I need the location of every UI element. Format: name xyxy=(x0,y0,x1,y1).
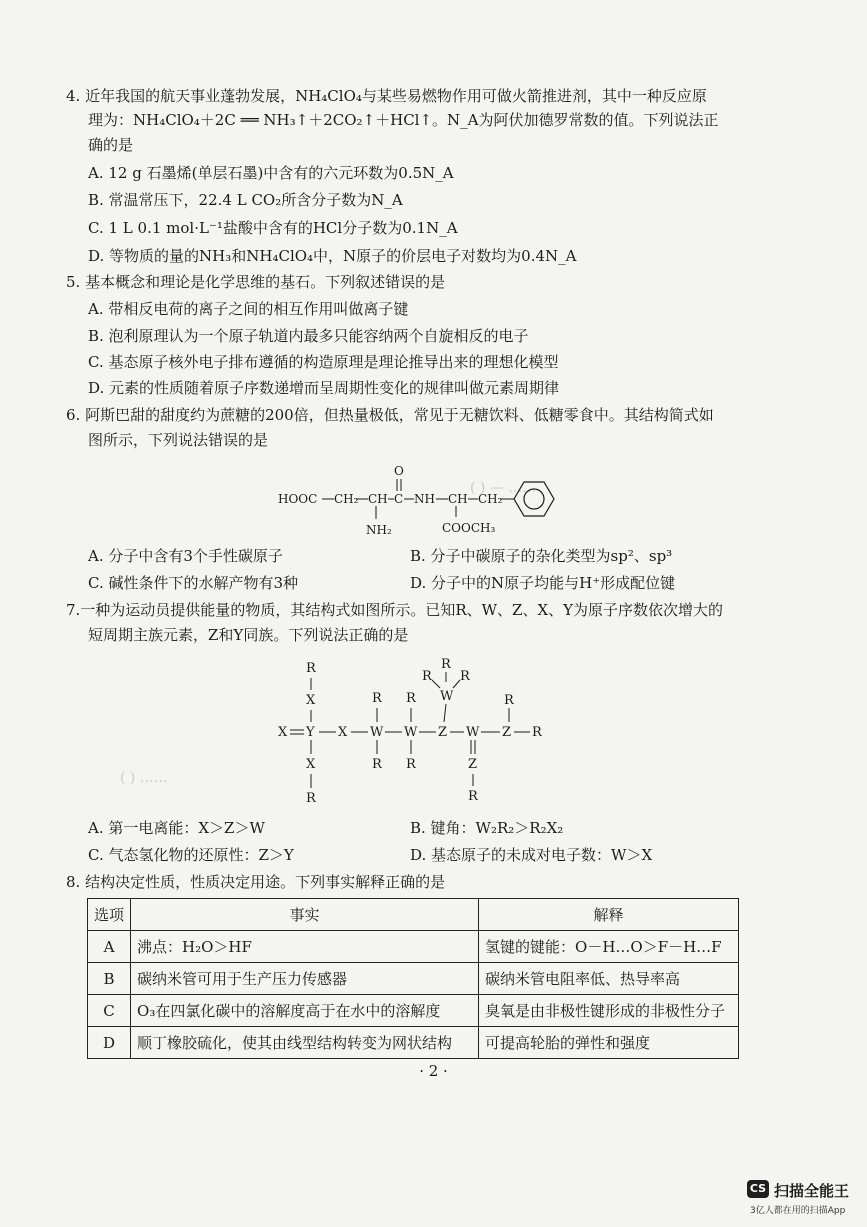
camscanner-tagline: 3亿人都在用的扫描App xyxy=(750,1206,846,1216)
struct-nh2: NH₂ xyxy=(366,523,392,537)
svg-text:R: R xyxy=(306,791,316,806)
q5-option-c: C. 基态原子核外电子排布遵循的构造原理是理论推导出来的理想化模型 xyxy=(88,353,559,371)
cell-fact: 碳纳米管可用于生产压力传感器 xyxy=(131,963,479,995)
table-row xyxy=(88,963,739,995)
q7-structural-formula xyxy=(270,650,570,810)
cell-explanation: 碳纳米管电阻率低、热导率高 xyxy=(479,963,739,995)
q7-option-a: A. 第一电离能：X＞Z＞W xyxy=(88,819,265,837)
cell-option: D xyxy=(88,1027,131,1059)
q8-table xyxy=(87,898,739,1059)
bleed-through-text: ( ) …… xyxy=(120,770,168,786)
cell-option: A xyxy=(88,931,131,963)
svg-text:R: R xyxy=(372,757,382,772)
struct-ch-a: CH xyxy=(368,492,388,506)
struct-hooc: HOOC xyxy=(278,492,318,506)
q6-option-a: A. 分子中含有3个手性碳原子 xyxy=(88,547,283,565)
q8-stem: 8. 结构决定性质，性质决定用途。下列事实解释正确的是 xyxy=(66,873,446,891)
q5-option-b: B. 泡利原理认为一个原子轨道内最多只能容纳两个自旋相反的电子 xyxy=(88,327,529,345)
q7-stem-line1: 7.一种为运动员提供能量的物质，其结构式如图所示。已知R、W、Z、X、Y为原子序数依次增大的 xyxy=(66,601,724,619)
struct-o: O xyxy=(394,464,404,478)
svg-text:Z: Z xyxy=(468,757,478,772)
q6-option-b: B. 分子中碳原子的杂化类型为sp²、sp³ xyxy=(410,547,673,565)
q4-stem-line3: 确的是 xyxy=(88,136,134,154)
svg-text:X: X xyxy=(306,757,316,772)
bleed-through-text: ( ) — …… xyxy=(470,480,537,496)
cell-explanation: 臭氧是由非极性键形成的非极性分子 xyxy=(479,995,739,1027)
table-header-row xyxy=(88,899,739,931)
cell-fact: 顺丁橡胶硫化，使其由线型结构转变为网状结构 xyxy=(131,1027,479,1059)
svg-text:R: R xyxy=(406,691,416,706)
header-option: 选项 xyxy=(88,899,131,931)
benzene-ring xyxy=(514,482,554,516)
q5-option-a: A. 带相反电荷的离子之间的相互作用叫做离子键 xyxy=(88,300,409,318)
q4-option-b: B. 常温常压下，22.4 L CO₂所含分子数为N_A xyxy=(88,191,403,209)
q4-stem-line1: 4. 近年我国的航天事业蓬勃发展，NH₄ClO₄与某些易燃物作用可做火箭推进剂，其中一种反应原 xyxy=(66,87,707,105)
struct-ch-b: CH xyxy=(448,492,468,506)
cell-option: B xyxy=(88,963,131,995)
struct-cooch3: COOCH₃ xyxy=(442,521,496,535)
q7-option-d: D. 基态原子的未成对电子数：W＞X xyxy=(410,846,653,864)
cell-explanation: 可提高轮胎的弹性和强度 xyxy=(479,1027,739,1059)
svg-text:Z: Z xyxy=(502,725,512,740)
svg-text:X: X xyxy=(306,693,316,708)
svg-text:R: R xyxy=(504,693,514,708)
q4-option-c: C. 1 L 0.1 mol·L⁻¹盐酸中含有的HCl分子数为0.1N_A xyxy=(88,219,458,237)
table-row xyxy=(88,931,739,963)
q4-option-a: A. 12 g 石墨烯(单层石墨)中含有的六元环数为0.5N_A xyxy=(88,164,454,182)
table-row xyxy=(88,1027,739,1059)
svg-text:R: R xyxy=(372,691,382,706)
camscanner-logo-icon: CS xyxy=(747,1180,769,1198)
q6-option-d: D. 分子中的N原子均能与H⁺形成配位键 xyxy=(410,574,676,592)
q6-stem-line1: 6. 阿斯巴甜的甜度约为蔗糖的200倍，但热量极低，常见于无糖饮料、低糖零食中。其结构简式如 xyxy=(66,406,714,424)
svg-text:R: R xyxy=(532,725,542,740)
header-explanation: 解释 xyxy=(479,899,739,931)
camscanner-brand-name: 扫描全能王 xyxy=(774,1182,850,1200)
aspartame-structure xyxy=(270,455,570,545)
svg-text:W: W xyxy=(404,725,418,740)
table-row xyxy=(88,995,739,1027)
q5-option-d: D. 元素的性质随着原子序数递增而呈周期性变化的规律叫做元素周期律 xyxy=(88,379,560,397)
svg-text:R: R xyxy=(406,757,416,772)
svg-text:W: W xyxy=(370,725,384,740)
svg-text:R: R xyxy=(460,669,470,684)
cell-explanation: 氢键的键能：O－H…O＞F－H…F xyxy=(479,931,739,963)
svg-text:Z: Z xyxy=(438,725,448,740)
cell-option: C xyxy=(88,995,131,1027)
svg-text:R: R xyxy=(306,661,316,676)
cell-fact: O₃在四氯化碳中的溶解度高于在水中的溶解度 xyxy=(131,995,479,1027)
svg-text:Y: Y xyxy=(306,725,315,740)
q6-option-c: C. 碱性条件下的水解产物有3种 xyxy=(88,574,299,592)
svg-text:R: R xyxy=(441,657,451,672)
svg-text:R: R xyxy=(468,789,478,804)
svg-text:X: X xyxy=(338,725,348,740)
svg-text:W: W xyxy=(440,689,454,704)
header-fact: 事实 xyxy=(131,899,479,931)
struct-ch2-a: CH₂ xyxy=(334,492,359,506)
page-number: · 2 · xyxy=(419,1062,448,1080)
struct-nh: NH xyxy=(414,492,435,506)
q6-stem-line2: 图所示，下列说法错误的是 xyxy=(88,431,269,449)
struct-c: C xyxy=(394,492,404,506)
svg-text:R: R xyxy=(422,669,432,684)
cell-fact: 沸点：H₂O＞HF xyxy=(131,931,479,963)
q7-option-b: B. 键角：W₂R₂＞R₂X₂ xyxy=(410,819,564,837)
struct-ch2-b: CH₂ xyxy=(478,492,503,506)
svg-text:X: X xyxy=(278,725,288,740)
q4-option-d: D. 等物质的量的NH₃和NH₄ClO₄中，N原子的价层电子对数均为0.4N_A xyxy=(88,247,577,265)
q7-option-c: C. 气态氢化物的还原性：Z＞Y xyxy=(88,846,294,864)
q7-stem-line2: 短周期主族元素，Z和Y同族。下列说法正确的是 xyxy=(88,626,409,644)
svg-text:W: W xyxy=(466,725,480,740)
q5-stem: 5. 基本概念和理论是化学思维的基石。下列叙述错误的是 xyxy=(66,273,446,291)
q4-stem-line2: 理为：NH₄ClO₄＋2C ══ NH₃↑＋2CO₂↑＋HCl↑。N_A为阿伏加德罗常数的值。下列说法正 xyxy=(88,111,719,129)
